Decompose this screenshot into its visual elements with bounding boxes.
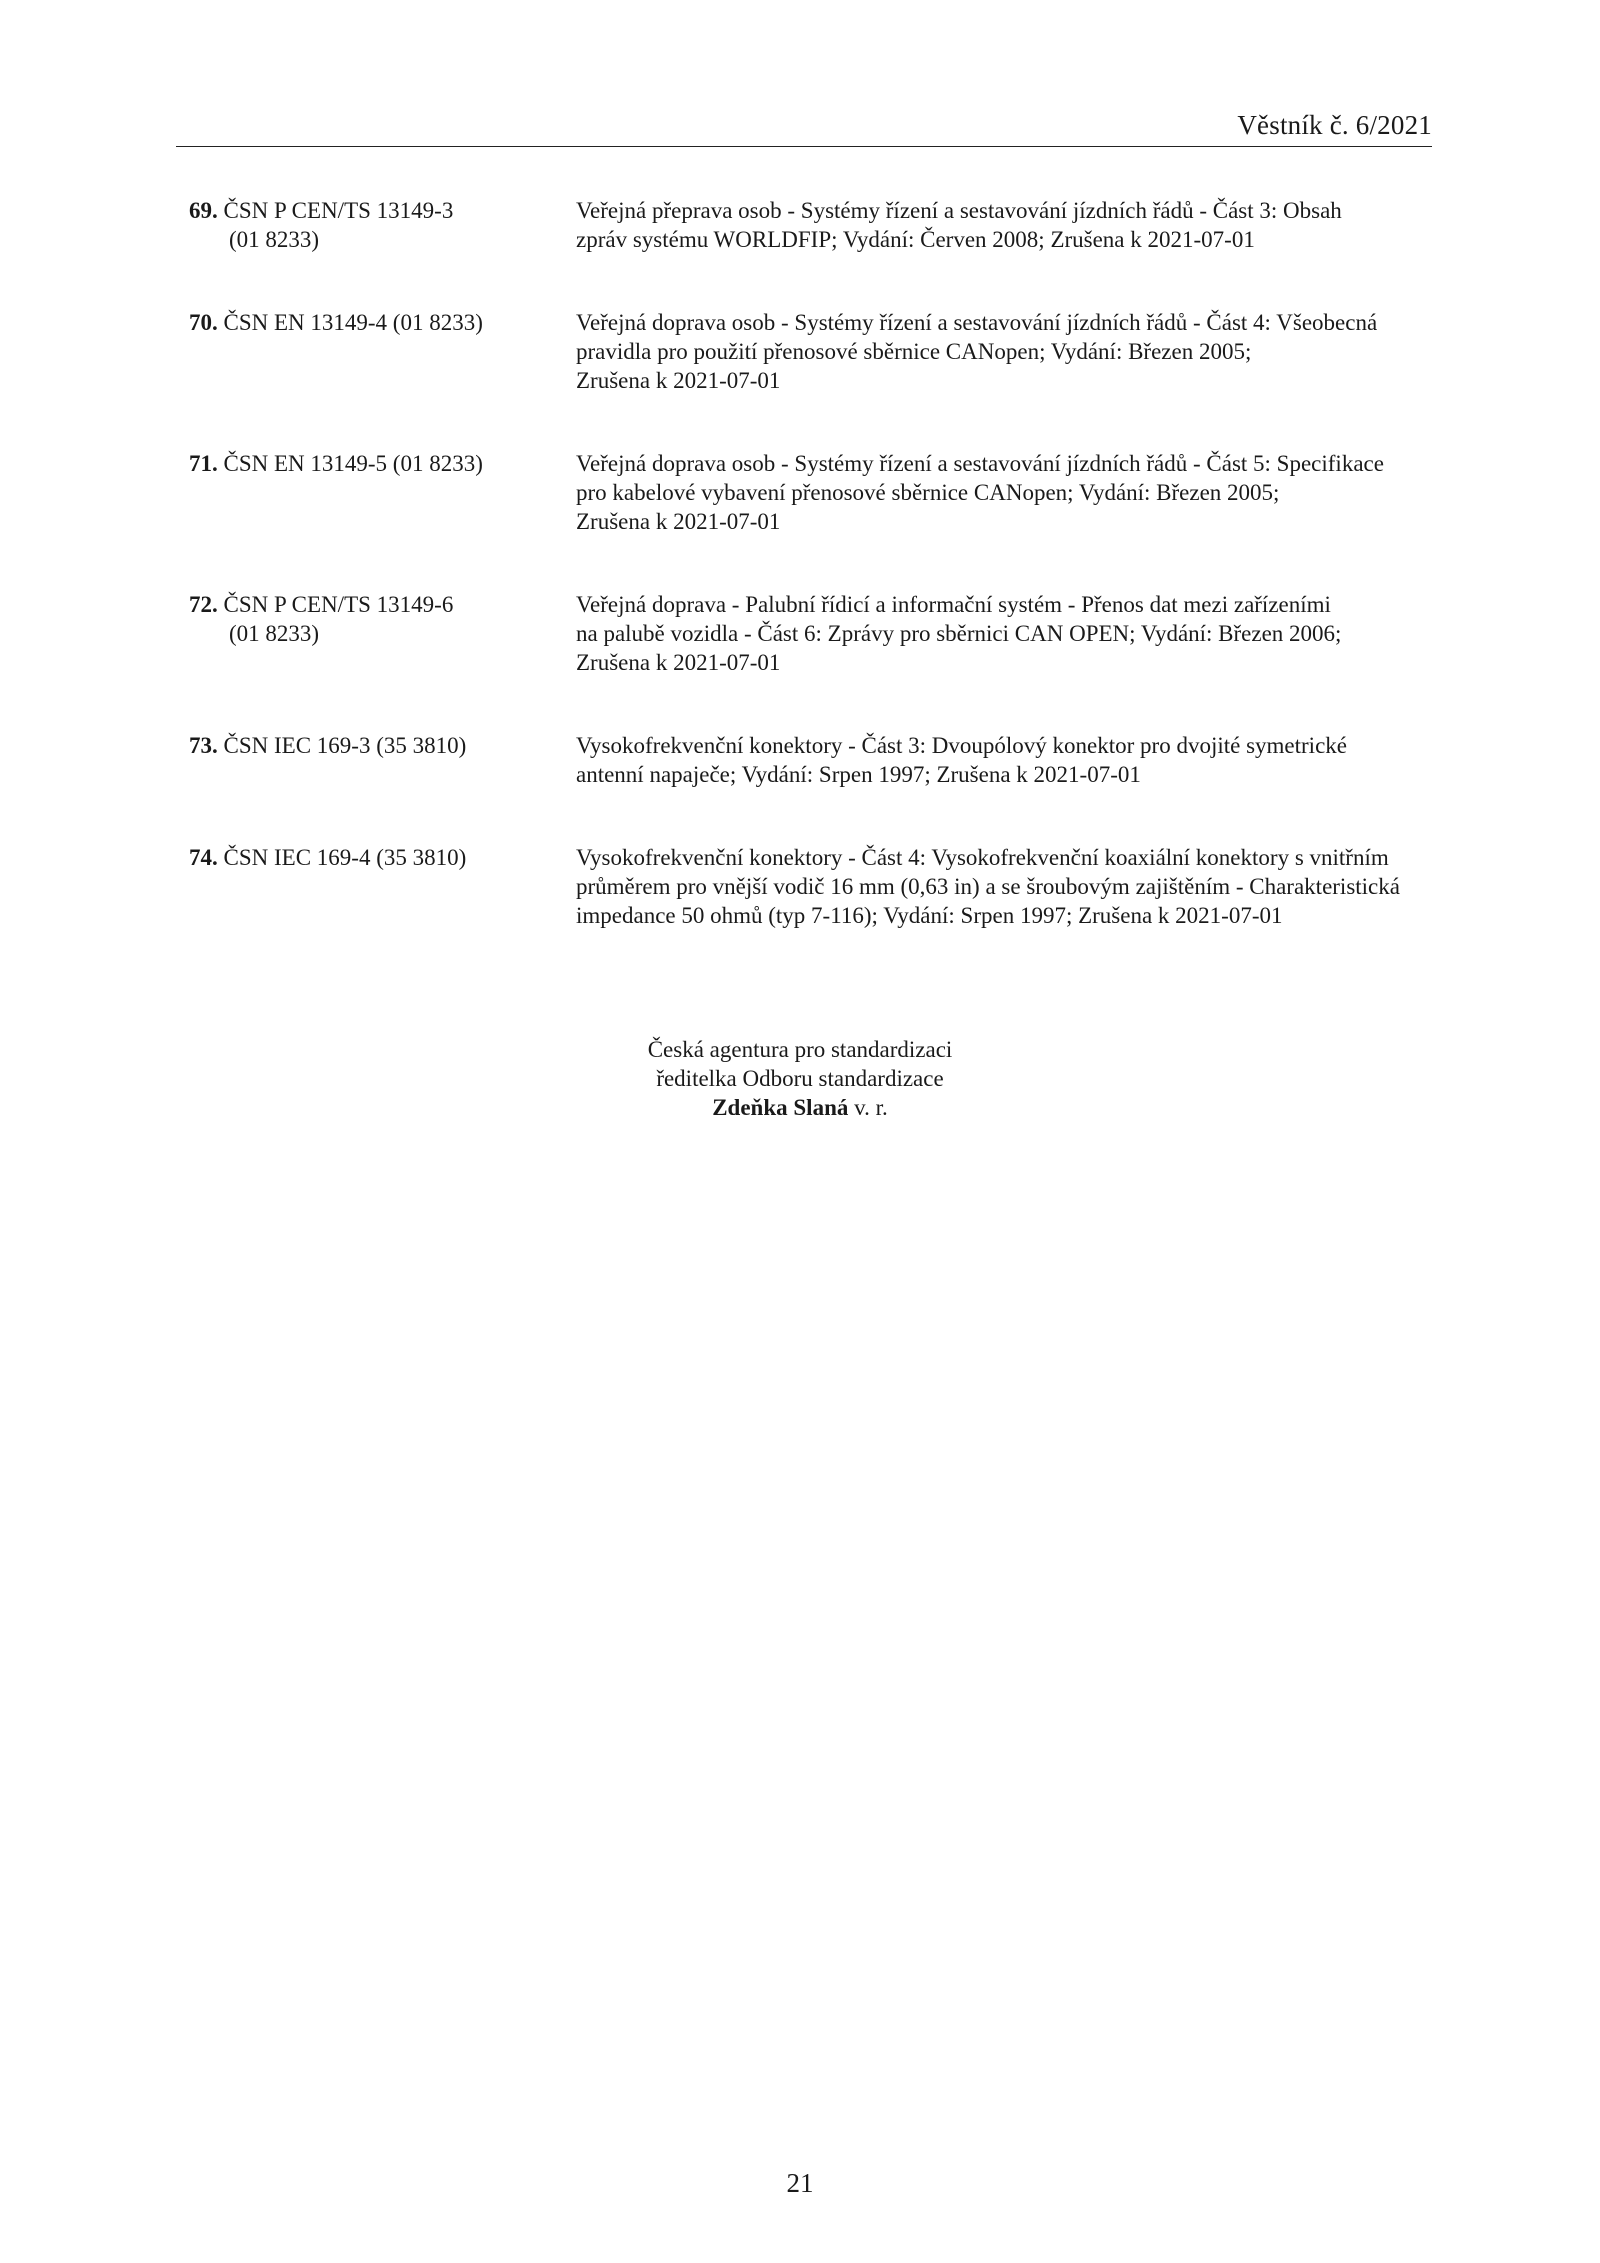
entry-code-classification: (01 8233) bbox=[229, 621, 320, 646]
entry-code: ČSN EN 13149-4 (01 8233) bbox=[223, 310, 483, 335]
header-rule bbox=[176, 146, 1432, 147]
entry-71 bbox=[189, 449, 1434, 536]
header-title: Věstník č. 6/2021 bbox=[1237, 110, 1432, 140]
entry-code-cell bbox=[189, 449, 576, 536]
entry-74 bbox=[189, 843, 1434, 930]
entry-description: Veřejná doprava osob - Systémy řízení a sestavování jízdních řádů - Část 4: Všeobecná pravidla pro použití přenosové sběrnice CANopen; Vydání: Březen 2005; Zrušena k 2021-07-01 bbox=[576, 310, 1378, 393]
signature-suffix: v. r. bbox=[848, 1095, 888, 1120]
entry-code: ČSN P CEN/TS 13149-3 bbox=[223, 198, 454, 223]
entry-description: Vysokofrekvenční konektory - Část 3: Dvoupólový konektor pro dvojité symetrické antenní napaječe; Vydání: Srpen 1997; Zrušena k 2021-07-01 bbox=[576, 733, 1347, 787]
entry-code-cell bbox=[189, 308, 576, 395]
entry-code: ČSN IEC 169-3 (35 3810) bbox=[223, 733, 467, 758]
entry-number: 71. bbox=[189, 451, 218, 476]
entry-72 bbox=[189, 590, 1434, 677]
entry-description: Veřejná doprava osob - Systémy řízení a sestavování jízdních řádů - Část 5: Specifikace pro kabelové vybavení přenosové sběrnice CANopen; Vydání: Březen 2005; Zrušena k 2021-07-01 bbox=[576, 451, 1384, 534]
entry-number: 73. bbox=[189, 733, 218, 758]
entry-number: 72. bbox=[189, 592, 218, 617]
signature-organization: Česká agentura pro standardizaci bbox=[647, 1037, 953, 1062]
entry-code-cell bbox=[189, 590, 576, 677]
entry-description: Vysokofrekvenční konektory - Část 4: Vysokofrekvenční koaxiální konektory s vnitřním průměrem pro vnější vodič 16 mm (0,63 in) a se šroubovým zajištěním - Charakteristická impedance 50 ohmů (typ 7-116); Vydání: Srpen 1997; Zrušena k 2021-07-01 bbox=[576, 845, 1400, 928]
signature-name: Zdeňka Slaná bbox=[712, 1095, 849, 1120]
entry-description: Veřejná přeprava osob - Systémy řízení a sestavování jízdních řádů - Část 3: Obsah zpráv systému WORLDFIP; Vydání: Červen 2008; Zrušena k 2021-07-01 bbox=[576, 198, 1342, 252]
entry-code-cell bbox=[189, 196, 576, 254]
signature-name-line bbox=[0, 1093, 1600, 1122]
entry-69 bbox=[189, 196, 1434, 254]
entry-73 bbox=[189, 731, 1434, 789]
entry-code-classification: (01 8233) bbox=[229, 227, 320, 252]
entry-number: 70. bbox=[189, 310, 218, 335]
entry-number: 69. bbox=[189, 198, 218, 223]
entry-code: ČSN IEC 169-4 (35 3810) bbox=[223, 845, 467, 870]
entry-list bbox=[189, 196, 1434, 984]
signature-block bbox=[0, 1035, 1600, 1122]
entry-code: ČSN EN 13149-5 (01 8233) bbox=[223, 451, 483, 476]
signature-role: ředitelka Odboru standardizace bbox=[656, 1066, 944, 1091]
page-number: 21 bbox=[786, 2168, 814, 2198]
entry-code-cell bbox=[189, 731, 576, 789]
entry-number: 74. bbox=[189, 845, 218, 870]
entry-70 bbox=[189, 308, 1434, 395]
entry-code-cell bbox=[189, 843, 576, 930]
entry-code: ČSN P CEN/TS 13149-6 bbox=[223, 592, 454, 617]
entry-description: Veřejná doprava - Palubní řídicí a informační systém - Přenos dat mezi zařízeními na palubě vozidla - Část 6: Zprávy pro sběrnici CAN OPEN; Vydání: Březen 2006; Zrušena k 2021-07-01 bbox=[576, 592, 1342, 675]
